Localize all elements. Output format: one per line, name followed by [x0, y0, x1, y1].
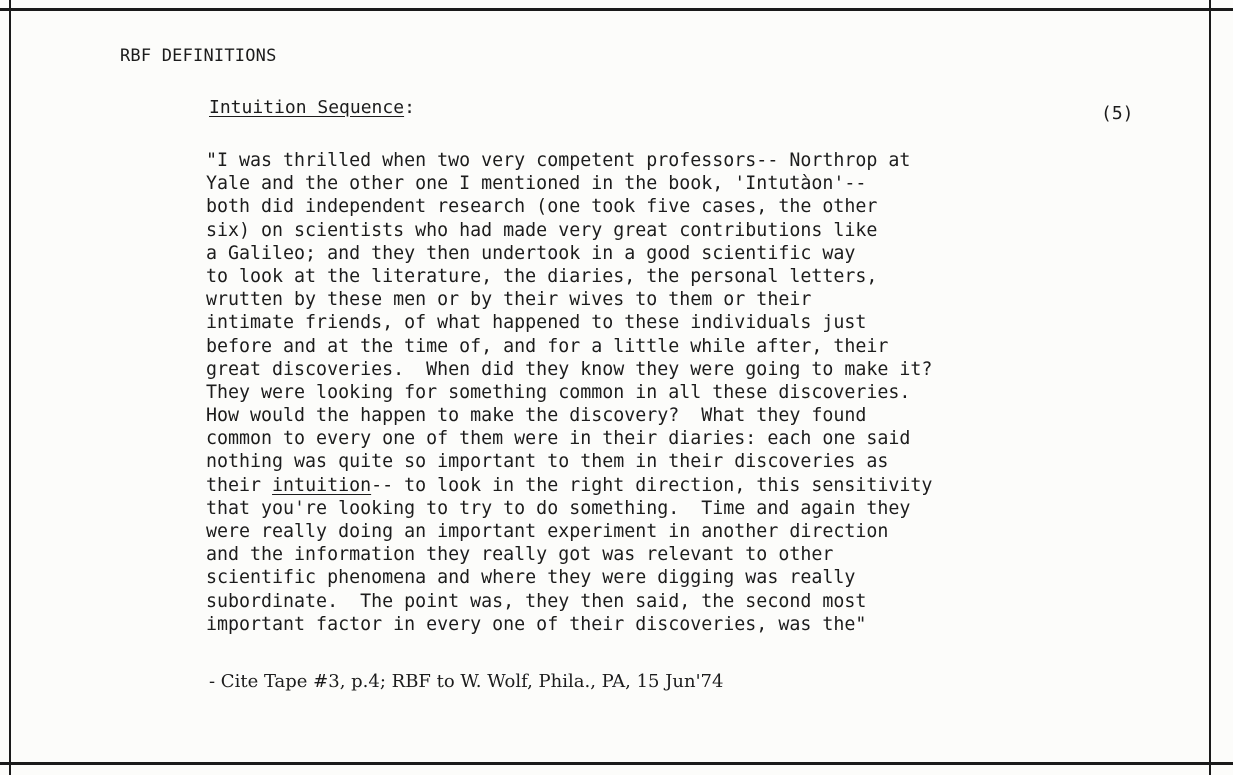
quote-line-text: great discoveries. When did they know they were going to make it? — [206, 358, 933, 380]
top-border-rule — [0, 8, 1233, 11]
quote-line — [206, 219, 932, 242]
quote-line — [206, 520, 932, 543]
quote-line-text: How would the happen to make the discovery? What they found — [206, 405, 867, 427]
quote-line — [206, 242, 932, 265]
quote-line — [206, 335, 932, 358]
section-title-colon: : — [404, 97, 415, 118]
quote-line — [206, 427, 932, 450]
quote-line-text: common to every one of them were in their diaries: each one said — [206, 428, 911, 450]
page-number: (5) — [1101, 103, 1134, 124]
quote-line — [206, 358, 932, 381]
quote-line — [206, 311, 932, 334]
quote-line — [206, 590, 932, 613]
citation: - Cite Tape #3, p.4; RBF to W. Wolf, Phila., PA, 15 Jun'74 — [209, 671, 724, 692]
quote-line — [206, 450, 932, 473]
right-border-rule — [1209, 0, 1211, 775]
quote-line-text: six) on scientists who had made very great contributions like — [206, 219, 878, 241]
quote-line-text: intimate friends, of what happened to these individuals just — [206, 312, 867, 334]
quote-line-text: "I was thrilled when two very competent professors-- Northrop at — [206, 150, 911, 171]
quote-line — [206, 404, 932, 427]
quote-line — [206, 497, 932, 520]
quote-line-text: that you're looking to try to do something. Time and again they — [206, 497, 911, 519]
quote-line-text: and the information they really got was relevant to other — [206, 544, 834, 566]
section-title — [209, 97, 415, 118]
quote-line-text: scientific phenomena and where they were digging was really — [206, 567, 856, 589]
quote-line — [206, 474, 932, 497]
quote-line — [206, 265, 932, 288]
quote-line-text: both did independent research (one took five cases, the other — [206, 196, 878, 218]
quote-line — [206, 288, 932, 311]
quote-line — [206, 172, 932, 195]
quote-line-text: their — [206, 474, 273, 496]
quote-line — [206, 613, 932, 636]
underlined-word: intuition — [272, 474, 372, 496]
quote-line-text: subordinate. The point was, they then said, the second most — [206, 590, 867, 612]
quote-line — [206, 381, 932, 404]
quote-line-text: a Galileo; and they then undertook in a good scientific way — [206, 242, 856, 264]
quote-line — [206, 149, 932, 172]
quote-line-text: before and at the time of, and for a little while after, their — [206, 335, 889, 357]
quote-line-text: to look at the literature, the diaries, the personal letters, — [206, 265, 878, 287]
quote-line — [206, 543, 932, 566]
section-title-text: Intuition Sequence — [209, 97, 405, 118]
left-border-rule — [9, 0, 11, 775]
quote-line-text: important factor in every one of their discoveries, was the" — [206, 613, 867, 635]
quote-line-text: nothing was quite so important to them in their discoveries as — [206, 451, 889, 473]
quote-line-text: were really doing an important experiment in another direction — [206, 521, 889, 542]
quote-line-text: wrutten by these men or by their wives to them or their — [206, 289, 812, 311]
quote-block — [206, 149, 932, 636]
quote-line-text-continued: -- to look in the right direction, this sensitivity — [371, 474, 933, 496]
quote-line-text: Yale and the other one I mentioned in the book, 'Intutàon'-- — [206, 173, 867, 195]
quote-line-text: They were looking for something common in all these discoveries. — [206, 381, 911, 403]
quote-line — [206, 195, 932, 218]
bottom-border-rule — [0, 762, 1233, 765]
document-header: RBF DEFINITIONS — [120, 46, 277, 66]
quote-line — [206, 566, 932, 589]
